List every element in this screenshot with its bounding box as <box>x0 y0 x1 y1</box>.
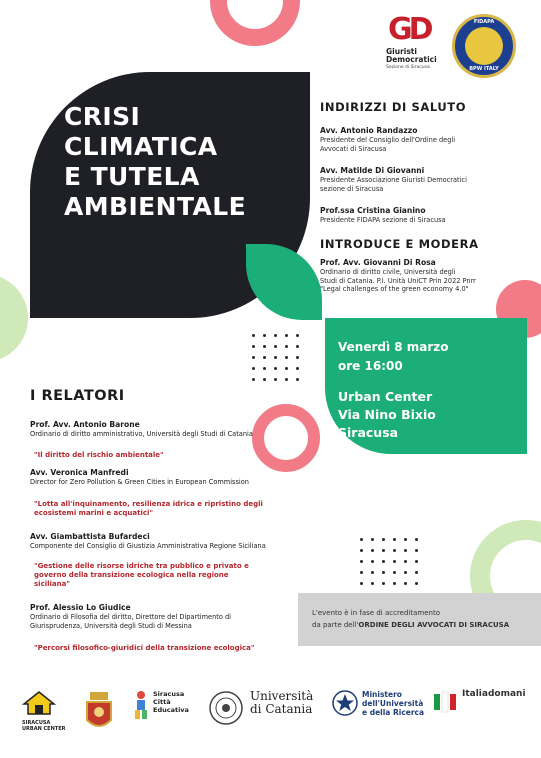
dot <box>274 378 277 381</box>
gd-logo-subtitle: Sezione di Siracusa <box>386 65 430 70</box>
dot <box>285 378 288 381</box>
dot <box>296 345 299 348</box>
dot <box>415 582 418 585</box>
accreditation-org: ORDINE DEGLI AVVOCATI DI SIRACUSA <box>358 621 510 629</box>
speaker-role: Componente del Consiglio di Giustizia Amministrativa Regione Siciliana <box>30 542 266 550</box>
dot <box>382 538 385 541</box>
dot <box>415 571 418 574</box>
dot <box>360 571 363 574</box>
speaker-name: Avv. Veronica Manfredi <box>30 468 129 477</box>
dot <box>252 334 255 337</box>
accreditation-line-1: L'evento è in fase di accreditamento <box>312 609 440 617</box>
event-street: Via Nino Bixio <box>338 407 436 422</box>
accreditation-prefix: da parte dell' <box>312 621 359 629</box>
siracusa-coat-of-arms <box>84 690 118 742</box>
talk-title: "Il diritto del rischio ambientale" <box>34 451 164 459</box>
fidapa-logo-top-text: FIDAPA <box>473 19 495 25</box>
event-info <box>338 338 518 442</box>
citta-educativa-logo <box>132 690 202 742</box>
dot <box>252 378 255 381</box>
fidapa-logo-bottom-text: BPW ITALY <box>469 66 499 72</box>
house-icon <box>22 690 56 716</box>
dot <box>285 345 288 348</box>
dot <box>404 571 407 574</box>
dot <box>371 549 374 552</box>
dot <box>393 571 396 574</box>
modera-heading: INTRODUCE E MODERA <box>320 237 479 251</box>
event-city: Siracusa <box>338 425 399 440</box>
saluto-name: Avv. Antonio Randazzo <box>320 126 418 135</box>
dot <box>274 356 277 359</box>
moderator-entry <box>320 258 525 294</box>
saluto-entry <box>320 206 525 225</box>
dot <box>252 367 255 370</box>
dot <box>252 345 255 348</box>
fidapa-emblem <box>465 27 503 65</box>
dot <box>371 560 374 563</box>
fidapa-logo <box>452 14 516 78</box>
dot <box>263 334 266 337</box>
speaker-entry <box>30 468 300 487</box>
dot <box>382 549 385 552</box>
speaker-role: Ordinario di diritto amministrativo, Università degli Studi di Catania <box>30 430 253 438</box>
speaker-entry <box>30 603 300 630</box>
dot <box>252 356 255 359</box>
dot <box>371 582 374 585</box>
speaker-role: Director for Zero Pollution & Green Cities in European Commission <box>30 478 249 486</box>
star-emblem-icon <box>332 690 358 716</box>
dot <box>274 334 277 337</box>
saluto-role: Presidente FIDAPA sezione di Siracusa <box>320 216 446 224</box>
talk-title: "Lotta all'inquinamento, resilienza idrica e ripristino degli ecosistemi marini e acquatici" <box>34 500 263 517</box>
dot <box>371 538 374 541</box>
dot <box>382 560 385 563</box>
speaker-name: Prof. Alessio Lo Giudice <box>30 603 131 612</box>
dot <box>404 560 407 563</box>
dot <box>360 582 363 585</box>
saluto-entry <box>320 166 525 193</box>
talk-title: "Percorsi filosofico-giuridici della transizione ecologica" <box>34 644 255 652</box>
saluto-entry <box>320 126 525 153</box>
dot <box>263 378 266 381</box>
figure-icon <box>132 690 150 720</box>
dot <box>371 571 374 574</box>
dot <box>404 582 407 585</box>
citta-educativa-label: Siracusa Città Educativa <box>153 690 189 714</box>
accreditation-line-2 <box>312 619 509 631</box>
urban-center-label: SIRACUSA URBAN CENTER <box>22 720 66 732</box>
dot <box>393 538 396 541</box>
speaker-name: Avv. Giambattista Bufardeci <box>30 532 150 541</box>
mur-logo <box>332 690 432 742</box>
dot <box>404 538 407 541</box>
dot <box>263 367 266 370</box>
dot <box>393 582 396 585</box>
speaker-entry <box>30 532 300 551</box>
dot <box>393 560 396 563</box>
dot <box>296 367 299 370</box>
dot <box>404 549 407 552</box>
event-date: Venerdì 8 marzo <box>338 340 449 354</box>
dot-grid-decoration <box>252 334 299 381</box>
gd-logo-mark: GD <box>388 12 430 47</box>
dot <box>360 549 363 552</box>
event-title: CRISI CLIMATICA E TUTELA AMBIENTALE <box>64 102 247 221</box>
gd-logo-name: Giuristi Democratici <box>386 47 437 64</box>
dot <box>263 356 266 359</box>
university-seal-icon <box>208 690 244 726</box>
dot <box>393 549 396 552</box>
speaker-name: Prof. Avv. Antonio Barone <box>30 420 140 429</box>
saluto-name: Prof.ssa Cristina Gianino <box>320 206 426 215</box>
dot <box>274 345 277 348</box>
dot <box>296 356 299 359</box>
dot <box>274 367 277 370</box>
urban-center-logo <box>22 690 74 742</box>
speaker-entry <box>30 420 300 439</box>
giuristi-democratici-logo <box>378 12 438 76</box>
dot <box>360 560 363 563</box>
university-catania-label: Università di Catania <box>250 689 314 716</box>
flag-icon <box>432 690 458 714</box>
event-time: ore 16:00 <box>338 359 403 373</box>
saluto-name: Avv. Matilde Di Giovanni <box>320 166 425 175</box>
accreditation-band <box>298 593 541 646</box>
saluto-role: Presidente Associazione Giuristi Democratici sezione di Siracusa <box>320 176 467 193</box>
dot <box>296 334 299 337</box>
green-leaf-decoration <box>246 244 322 320</box>
accreditation-text <box>312 607 509 631</box>
event-venue: Urban Center <box>338 389 433 404</box>
speaker-role: Ordinario di Filosofia del diritto, Direttore del Dipartimento di Giurisprudenza, Università degli Studi di Messina <box>30 613 231 630</box>
dot <box>285 334 288 337</box>
dot <box>360 538 363 541</box>
university-catania-logo <box>208 690 323 742</box>
italiadomani-logo <box>432 690 527 742</box>
moderator-role: Ordinario di diritto civile, Università degli Studi di Catania. P.I. Unità UniCT Prin 2022 Pnrr "Legal challenges of the green economy 4.0" <box>320 268 476 294</box>
moderator-name: Prof. Avv. Giovanni Di Rosa <box>320 258 436 267</box>
mur-label: Ministero dell'Università e della Ricerca <box>362 690 425 717</box>
dot <box>285 356 288 359</box>
pink-ring-decoration <box>210 0 300 46</box>
dot <box>415 538 418 541</box>
dot <box>296 378 299 381</box>
pale-green-semicircle-decoration <box>0 274 28 362</box>
dot <box>285 367 288 370</box>
dot <box>382 571 385 574</box>
dot <box>382 582 385 585</box>
saluti-heading: INDIRIZZI DI SALUTO <box>320 100 467 114</box>
relatori-heading: I RELATORI <box>30 388 125 404</box>
talk-title: "Gestione delle risorse idriche tra pubblico e privato e governo della transizione ecologica nella regione siciliana" <box>34 562 249 588</box>
italiadomani-label: Italiadomani <box>462 689 526 699</box>
dot <box>415 549 418 552</box>
crest-icon <box>84 690 114 734</box>
saluto-role: Presidente del Consiglio dell'Ordine degli Avvocati di Siracusa <box>320 136 456 153</box>
dot <box>263 345 266 348</box>
dot <box>415 560 418 563</box>
